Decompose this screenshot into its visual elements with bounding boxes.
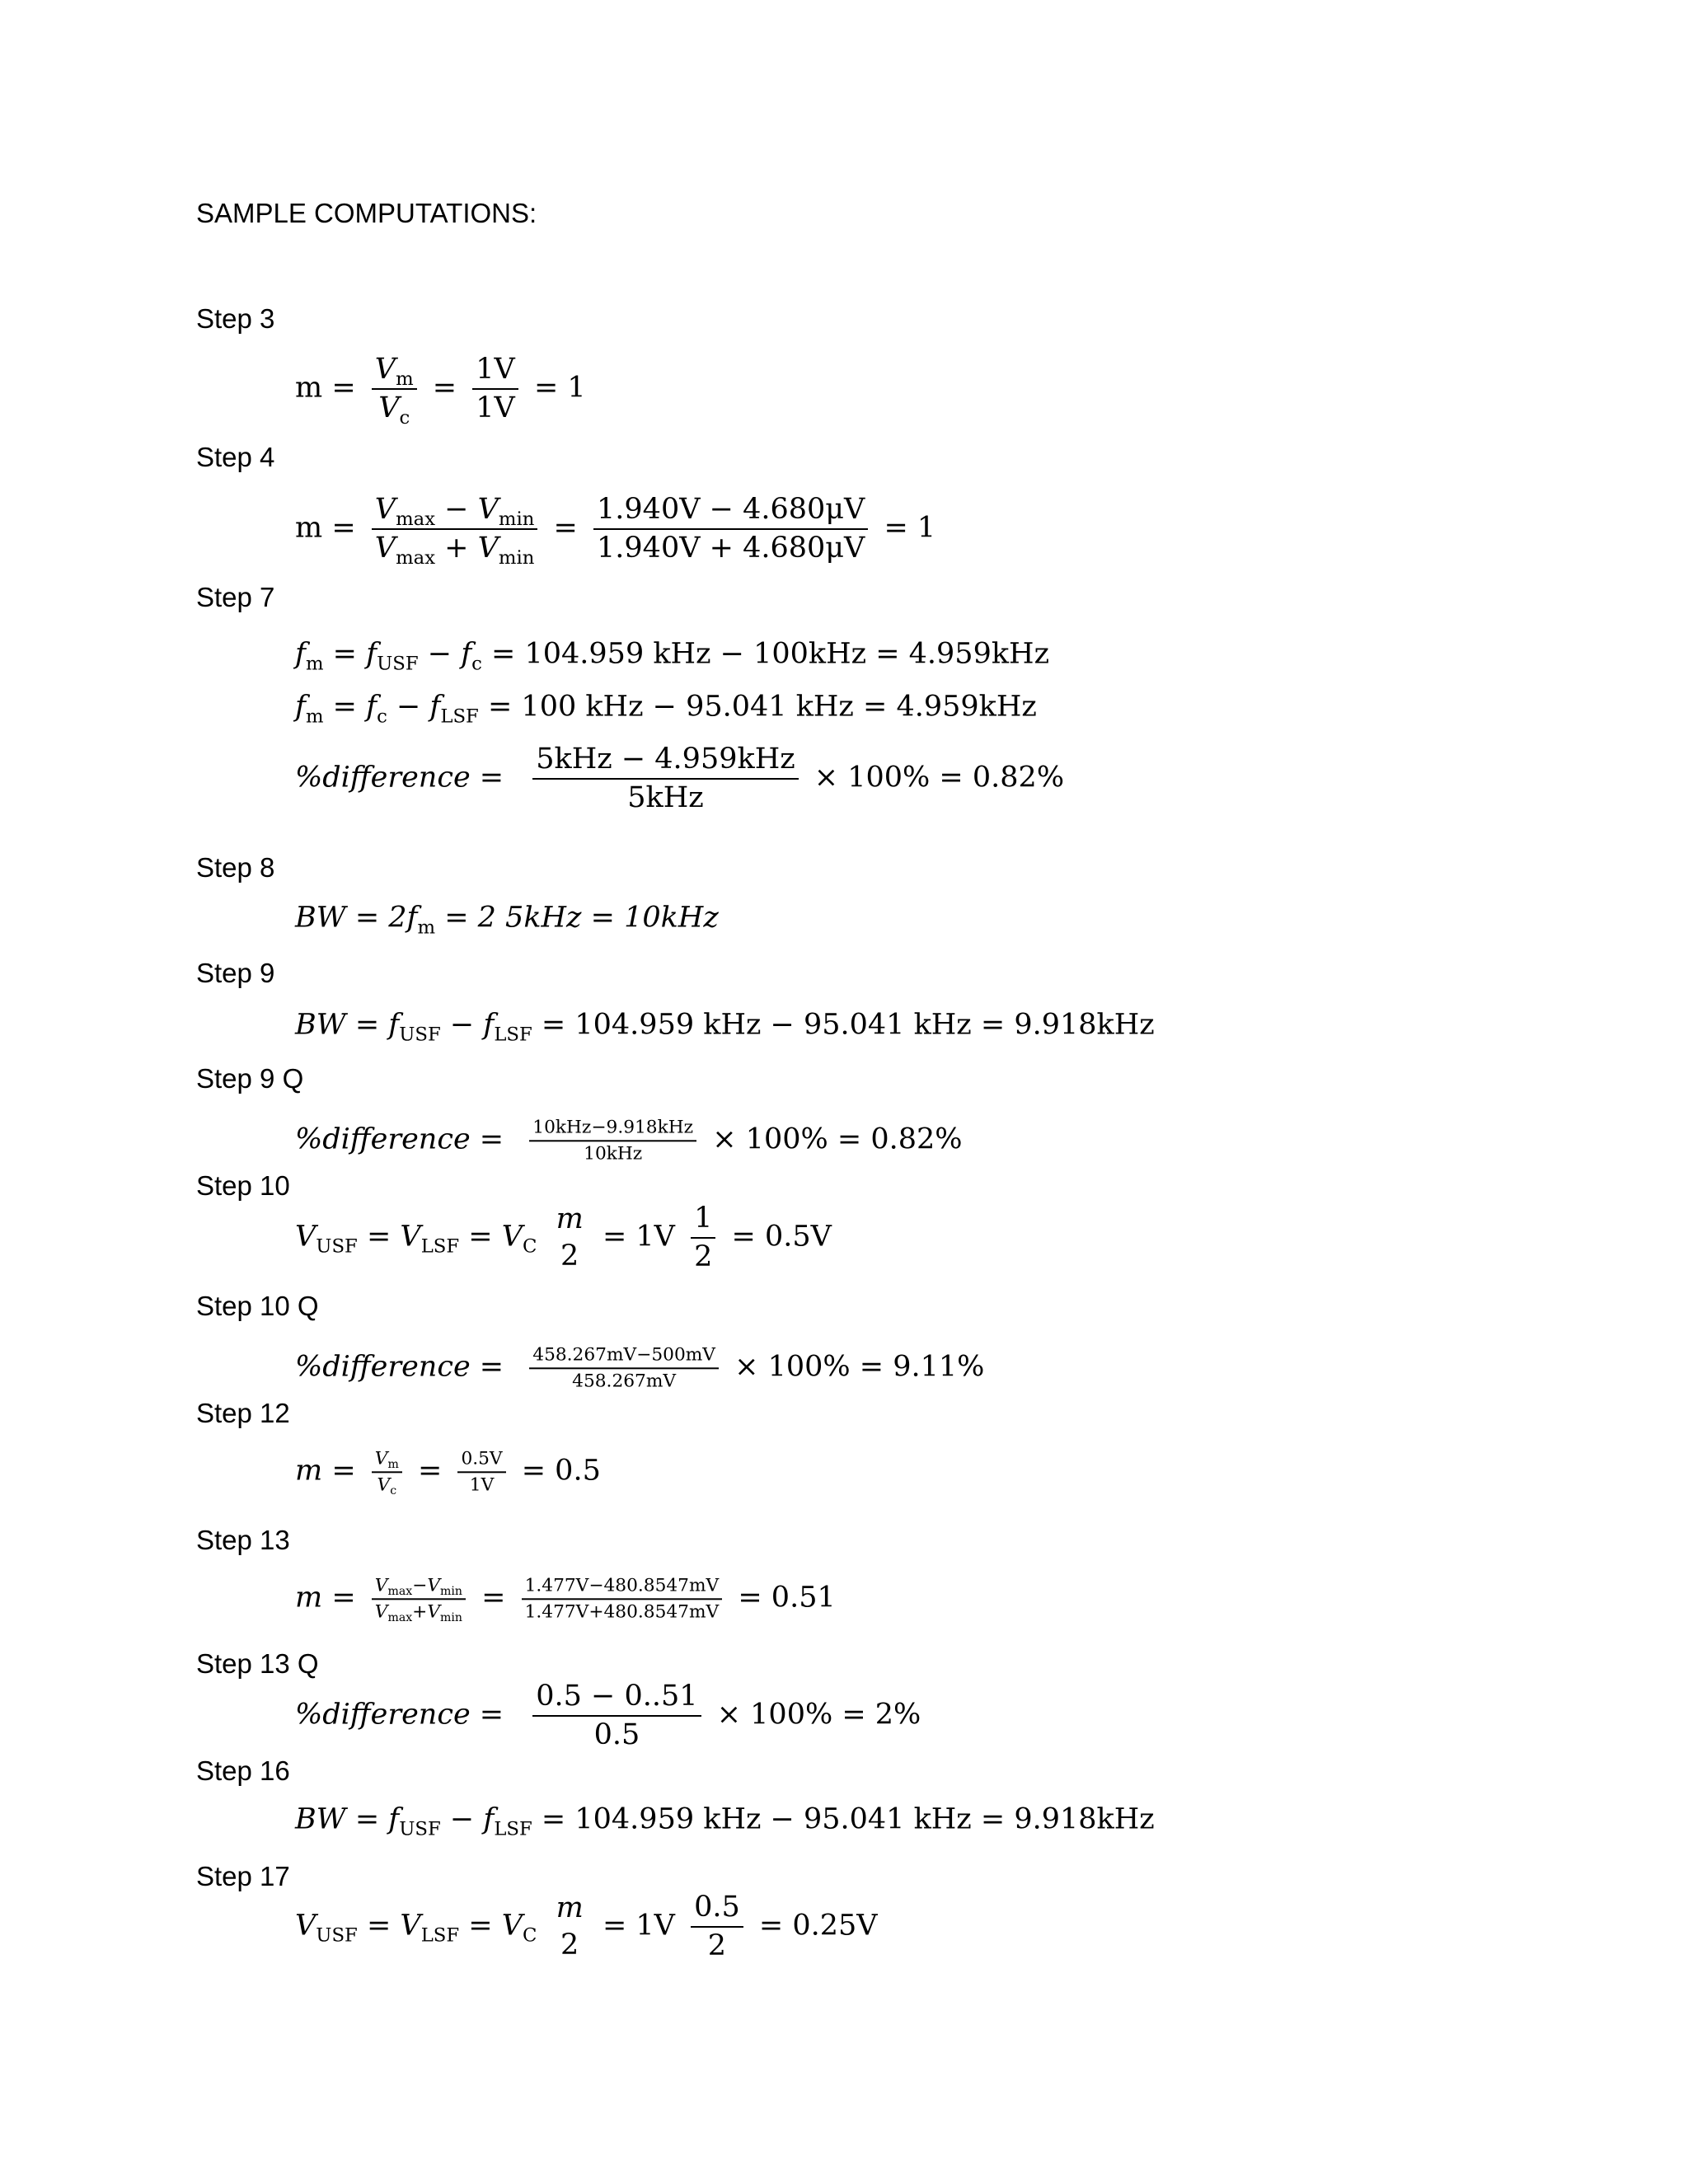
- fraction: m 2: [556, 1202, 584, 1272]
- equation-step-12: m = $\frac{V_m}{V_c}$ = $\frac{0.5V}{1V}$ = 0.5: [295, 1448, 601, 1497]
- fraction: $\frac{V_m}{V_c}$: [372, 355, 417, 423]
- step-label-16: Step 16: [196, 1755, 290, 1786]
- eq-term: m =: [295, 511, 356, 545]
- step-label-9q: Step 9 Q: [196, 1063, 304, 1094]
- equation-step-7-a: $f_m = f_{USF} - f_c = 104.959$ kHz − 100kHz = 4.959kHz: [295, 637, 1050, 675]
- eq-term: =: [432, 371, 457, 405]
- fraction: $\frac{V_m}{V_c}$: [372, 1450, 402, 1493]
- equation-step-7-b: $f_m = f_c - f_{LSF} = 100$ kHz − 95.041 kHz = 4.959kHz: [295, 690, 1037, 728]
- equation-step-8: BW = $2f_m = 2$ 5kHz = 10kHz: [295, 901, 719, 939]
- fraction: $\frac{\text{5kHz − 4.959kHz}}{\text{5kHz}}$: [532, 745, 798, 813]
- equation-step-3: [295, 353, 586, 429]
- step-label-9: Step 9: [196, 958, 275, 988]
- page-title: SAMPLE COMPUTATIONS:: [196, 198, 537, 228]
- step-label-7: Step 7: [196, 582, 275, 612]
- equation-step-16: BW = $f_{USF} - f_{LSF} = 104.959$ kHz − 95.041 kHz = 9.918kHz: [295, 1802, 1155, 1840]
- step-label-12: Step 12: [196, 1398, 290, 1428]
- step-label-3: Step 3: [196, 303, 275, 334]
- eq-term: m =: [295, 371, 356, 405]
- step-label-8: Step 8: [196, 852, 275, 883]
- equation-step-7-c: %difference = $\frac{\text{5kHz − 4.959kHz}}{\text{5kHz}}$ × 100% = 0.82%: [295, 743, 1065, 814]
- fraction: $\frac{1}{2}$: [691, 1204, 715, 1272]
- equation-step-4: [295, 493, 936, 569]
- equation-step-13: m = $\frac{V_{max}-V_{min}}{V_{max}+V_{min}}$ = $\frac{1.477V-480.8547mV}{1.477V+480.8547mV}$ = 0.51: [295, 1575, 836, 1624]
- equation-step-9q: %difference = $\frac{\text{10kHz−9.918kHz}}{\text{10kHz}}$ × 100% = 0.82%: [295, 1117, 963, 1164]
- fraction: m 2: [556, 1891, 584, 1961]
- equation-step-17: $V_{USF} = V_{LSF} = V_C$ m 2 = 1V $\frac{0.5}{2}$ = 0.25V: [295, 1891, 878, 1962]
- fraction: $\frac{V_{max}-V_{min}}{V_{max}+V_{min}}$: [372, 1577, 466, 1620]
- fraction: $\frac{1.477V-480.8547mV}{1.477V+480.8547mV}$: [522, 1577, 723, 1620]
- equation-step-13q: %difference = $\frac{0.5 - 0..51}{0.5}$ × 100% = 2%: [295, 1680, 921, 1751]
- fraction: $\frac{458.267mV-500mV}{458.267mV}$: [529, 1346, 719, 1390]
- equation-step-10: $V_{USF} = V_{LSF} = V_C$ m 2 = 1V $\frac{1}{2}$ = 0.5V: [295, 1202, 832, 1273]
- fraction: $\frac{0.5 - 0..51}{0.5}$: [532, 1682, 701, 1750]
- step-label-13q: Step 13 Q: [196, 1648, 319, 1679]
- fraction: $\frac{0.5V}{1V}$: [457, 1450, 505, 1493]
- step-label-10q: Step 10 Q: [196, 1291, 319, 1321]
- fraction: $\frac{1V}{1V}$: [472, 355, 518, 423]
- fraction: $\frac{1.940V - 4.680\mu V}{1.940V + 4.680\mu V}$: [593, 495, 868, 563]
- equation-step-10q: %difference = $\frac{458.267mV-500mV}{458.267mV}$ × 100% = 9.11%: [295, 1344, 985, 1391]
- equation-step-9: BW = $f_{USF} - f_{LSF} = 104.959$ kHz − 95.041 kHz = 9.918kHz: [295, 1008, 1155, 1046]
- eq-term: = 1: [884, 511, 936, 545]
- step-label-17: Step 17: [196, 1861, 290, 1891]
- step-label-13: Step 13: [196, 1525, 290, 1555]
- eq-term: =: [553, 511, 578, 545]
- fraction: $\frac{0.5}{2}$: [691, 1893, 743, 1961]
- fraction: $\frac{\text{10kHz−9.918kHz}}{\text{10kHz}}$: [529, 1118, 696, 1162]
- eq-term: = 1: [533, 371, 586, 405]
- fraction: $\frac{V_{max} - V_{min}}{V_{max} + V_{min}}$: [372, 495, 538, 563]
- step-label-10: Step 10: [196, 1170, 290, 1201]
- step-label-4: Step 4: [196, 442, 275, 472]
